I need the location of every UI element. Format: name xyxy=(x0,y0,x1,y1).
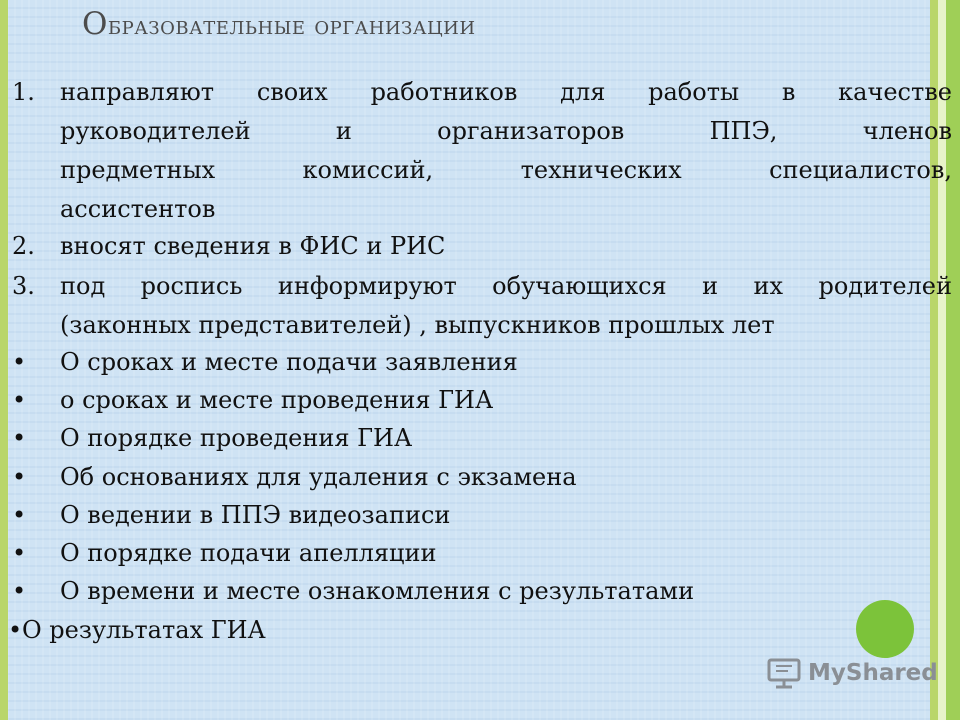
item-number: 2. xyxy=(12,232,35,260)
item-text-line: Об основаниях для удаления с экзамена xyxy=(60,463,577,491)
item-number: 3. xyxy=(12,272,35,300)
item-text-line: О порядке подачи апелляции xyxy=(60,539,437,567)
item-text-line: руководителей и организаторов ППЭ, членов xyxy=(60,117,952,145)
title-rest: бразовательные организации xyxy=(107,11,476,41)
watermark-text: MyShared xyxy=(808,660,938,686)
bullet-marker: • xyxy=(12,539,27,567)
item-text-line: О результатах ГИА xyxy=(22,616,266,644)
item-text-line: вносят сведения в ФИС и РИС xyxy=(60,232,446,260)
presentation-icon xyxy=(766,657,802,689)
item-text-line: направляют своих работников для работы в качестве xyxy=(60,78,952,106)
item-text-line: О сроках и месте подачи заявления xyxy=(60,348,518,376)
bullet-marker: • xyxy=(12,463,27,491)
item-text-line: О ведении в ППЭ видеозаписи xyxy=(60,501,451,529)
item-number: 1. xyxy=(12,78,35,106)
item-text-line: О времени и месте ознакомления с результатами xyxy=(60,577,695,605)
bullet-marker: • xyxy=(8,616,23,644)
item-text-line: под роспись информируют обучающихся и их родителей xyxy=(60,272,952,300)
bullet-marker: • xyxy=(12,424,27,452)
item-text-line: предметных комиссий, технических специалистов, xyxy=(60,156,952,184)
green-circle-decoration xyxy=(856,600,914,658)
bullet-marker: • xyxy=(12,386,27,414)
slide-title xyxy=(82,6,842,42)
bullet-marker: • xyxy=(12,501,27,529)
bullet-marker: • xyxy=(12,577,27,605)
item-text-line: о сроках и месте проведения ГИА xyxy=(60,386,494,414)
left-accent-bar xyxy=(0,0,8,720)
item-text-line: ассистентов xyxy=(60,195,216,223)
title-initial: О xyxy=(82,6,108,42)
bullet-marker: • xyxy=(12,348,27,376)
item-text-line: (законных представителей) , выпускников прошлых лет xyxy=(60,311,775,339)
watermark-logo xyxy=(766,655,938,691)
item-text-line: О порядке проведения ГИА xyxy=(60,424,413,452)
